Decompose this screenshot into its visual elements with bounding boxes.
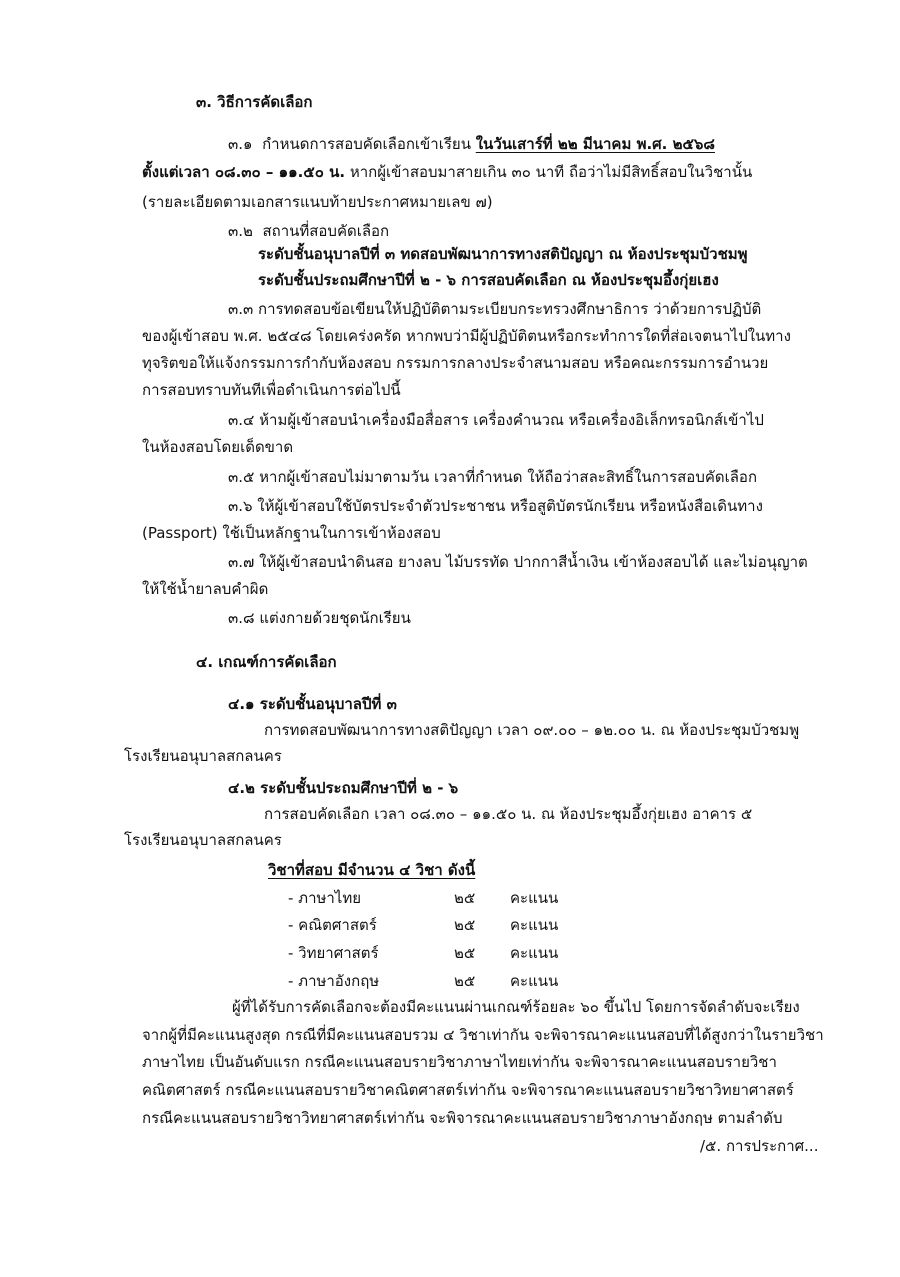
criteria-4-2-title: ๔.๒ ระดับชั้นประถมศึกษาปีที่ ๒ - ๖ — [228, 779, 459, 797]
venue-kindergarten: ระดับชั้นอนุบาลปีที่ ๓ ทดสอบพัฒนาการทางสติปัญญา ณ ห้องประชุมบัวชมพู — [258, 245, 748, 263]
subjects-heading: วิชาที่สอบ มีจำนวน ๔ วิชา ดังนี้ — [268, 861, 476, 879]
exam-time: ตั้งแต่เวลา ๐๘.๓๐ – ๑๑.๕๐ น. — [142, 163, 346, 181]
subject-unit: คะแนน — [510, 944, 559, 962]
subject-unit: คะแนน — [510, 916, 559, 934]
para-3-7-line-2: ให้ใช้น้ำยาลบคำผิด — [142, 580, 269, 598]
para-3-2-number: ๓.๒ — [228, 222, 253, 240]
para-3-4-line-1: ๓.๔ ห้ามผู้เข้าสอบนำเครื่องมือสื่อสาร เครื่องคำนวณ หรือเครื่องอิเล็กทรอนิกส์เข้าไป — [228, 411, 764, 429]
para-3-3-line-1: ๓.๓ การทดสอบข้อเขียนให้ปฏิบัติตามระเบียบกระทรวงศึกษาธิการ ว่าด้วยการปฏิบัติ — [228, 300, 762, 318]
para-3-6-line-1: ๓.๖ ให้ผู้เข้าสอบใช้บัตรประจำตัวประชาชน หรือสูติบัตรนักเรียน หรือหนังสือเดินทาง — [228, 497, 763, 515]
subject-name: - ภาษาอังกฤษ — [288, 972, 380, 990]
para-3-7-line-1: ๓.๗ ให้ผู้เข้าสอบนำดินสอ ยางลบ ไม้บรรทัด ปากกาสีน้ำเงิน เข้าห้องสอบได้ และไม่อนุญาต — [228, 553, 808, 571]
criteria-4-1-line-2: โรงเรียนอนุบาลสกลนคร — [124, 747, 282, 765]
para-3-1-line-2 — [142, 162, 818, 182]
para-3-2-text: สถานที่สอบคัดเลือก — [262, 222, 390, 240]
criteria-4-2-line-2: โรงเรียนอนุบาลสกลนคร — [124, 831, 282, 849]
venue-primary: ระดับชั้นประถมศึกษาปีที่ ๒ - ๖ การสอบคัดเลือก ณ ห้องประชุมอึ้งกุ่ยเฮง — [258, 271, 719, 289]
subject-name: - คณิตศาสตร์ — [288, 916, 377, 934]
subject-unit: คะแนน — [510, 889, 559, 907]
para-3-3-line-4: การสอบทราบทันทีเพื่อดำเนินการต่อไปนี้ — [142, 381, 401, 399]
para-3-1-line-3: (รายละเอียดตามเอกสารแนบท้ายประกาศหมายเลข ๗) — [142, 193, 493, 211]
criteria-para-line-3: ภาษาไทย เป็นอันดับแรก กรณีคะแนนสอบรายวิชาภาษาไทยเท่ากัน จะพิจารณาคะแนนสอบรายวิชา — [142, 1053, 777, 1071]
exam-date: ในวันเสาร์ที่ ๒๒ มีนาคม พ.ศ. ๒๕๖๘ — [475, 135, 715, 153]
para-3-1-line-1 — [228, 134, 715, 154]
para-3-3-line-3: ทุจริตขอให้แจ้งกรรมการกำกับห้องสอบ กรรมการกลางประจำสนามสอบ หรือคณะกรรมการอำนวย — [142, 354, 769, 372]
criteria-para-line-1: ผู้ที่ได้รับการคัดเลือกจะต้องมีคะแนนผ่านเกณฑ์ร้อยละ ๖๐ ขึ้นไป โดยการจัดลำดับจะเรียง — [232, 998, 800, 1016]
subject-score: ๒๕ — [454, 889, 476, 907]
subject-score: ๒๕ — [454, 916, 476, 934]
criteria-4-1-title: ๔.๑ ระดับชั้นอนุบาลปีที่ ๓ — [228, 695, 397, 713]
para-3-8: ๓.๘ แต่งกายด้วยชุดนักเรียน — [228, 609, 411, 627]
subject-unit: คะแนน — [510, 972, 559, 990]
section-4-heading: ๔. เกณฑ์การคัดเลือก — [196, 653, 337, 671]
para-3-6-line-2: (Passport) ใช้เป็นหลักฐานในการเข้าห้องสอบ — [142, 524, 441, 542]
criteria-4-1-line-1: การทดสอบพัฒนาการทางสติปัญญา เวลา ๐๙.๐๐ – ๑๒.๐๐ น. ณ ห้องประชุมบัวชมพู — [264, 721, 800, 739]
para-3-4-line-2: ในห้องสอบโดยเด็ดขาด — [142, 438, 294, 456]
subject-score: ๒๕ — [454, 972, 476, 990]
para-3-3-line-2: ของผู้เข้าสอบ พ.ศ. ๒๕๔๘ โดยเคร่งครัด หากพบว่ามีผู้ปฏิบัติตนหรือกระทำการใดที่ส่อเจตนาไปในทาง — [142, 327, 791, 345]
para-3-1-text: กำหนดการสอบคัดเลือกเข้าเรียน — [262, 135, 471, 153]
section-3-heading: ๓. วิธีการคัดเลือก — [196, 93, 313, 111]
subject-name: - วิทยาศาสตร์ — [288, 944, 379, 962]
para-3-5: ๓.๕ หากผู้เข้าสอบไม่มาตามวัน เวลาที่กำหนด ให้ถือว่าสละสิทธิ์ในการสอบคัดเลือก — [228, 468, 758, 486]
late-rule: หากผู้เข้าสอบมาสายเกิน ๓๐ นาที ถือว่าไม่มีสิทธิ์สอบในวิชานั้น — [349, 163, 753, 181]
para-3-1-number: ๓.๑ — [228, 135, 253, 153]
subject-score: ๒๕ — [454, 944, 476, 962]
criteria-para-line-2: จากผู้ที่มีคะแนนสูงสุด กรณีที่มีคะแนนสอบรวม ๔ วิชาเท่ากัน จะพิจารณาคะแนนสอบที่ได้สูงกว่าในรายวิชา — [142, 1026, 824, 1044]
criteria-para-line-5: กรณีคะแนนสอบรายวิชาวิทยาศาสตร์เท่ากัน จะพิจารณาคะแนนสอบรายวิชาภาษาอังกฤษ ตามลำดับ — [142, 1109, 783, 1127]
criteria-4-2-line-1: การสอบคัดเลือก เวลา ๐๘.๓๐ – ๑๑.๕๐ น. ณ ห้องประชุมอึ้งกุ่ยเฮง อาคาร ๕ — [264, 805, 753, 823]
para-3-2-line-1 — [228, 221, 389, 241]
continuation-note: /๕. การประกาศ... — [700, 1137, 819, 1155]
subject-name: - ภาษาไทย — [288, 889, 362, 907]
criteria-para-line-4: คณิตศาสตร์ กรณีคะแนนสอบรายวิชาคณิตศาสตร์เท่ากัน จะพิจารณาคะแนนสอบรายวิชาวิทยาศาสตร์ — [142, 1081, 794, 1099]
